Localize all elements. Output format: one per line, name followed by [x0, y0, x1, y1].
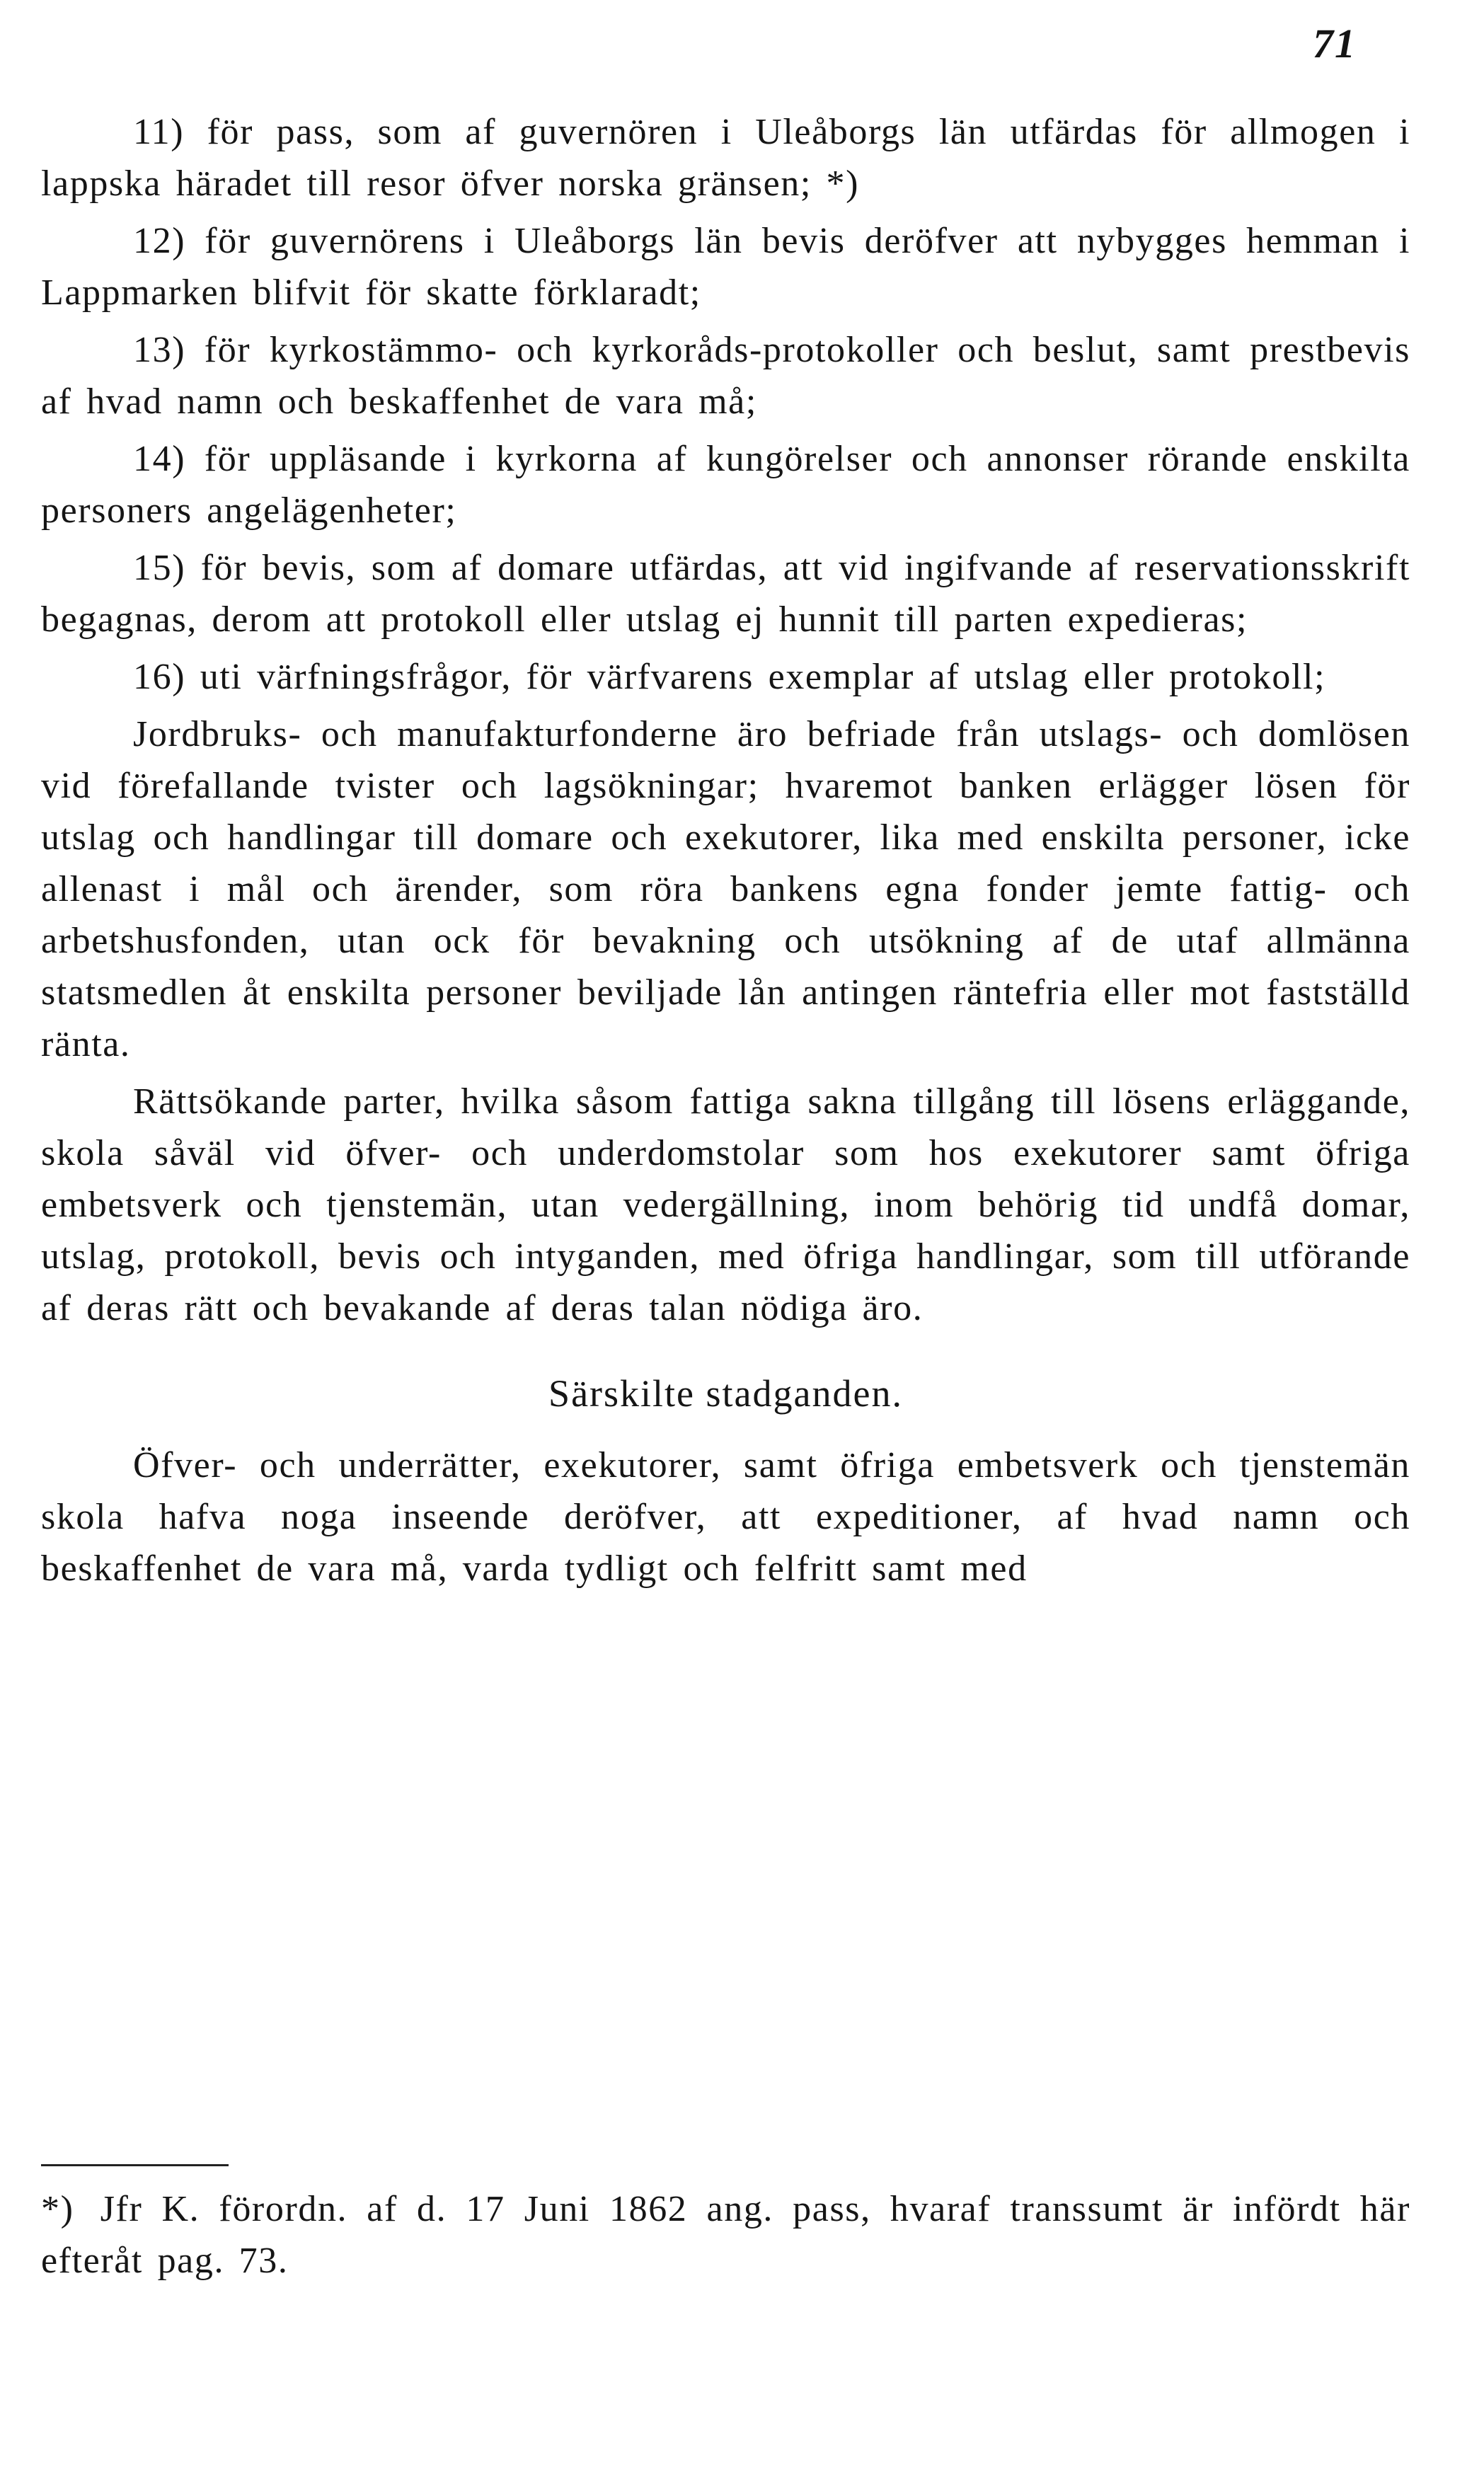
section-heading: Särskilte stadganden. — [548, 1372, 903, 1415]
footnote-text: Jfr K. förordn. af d. 17 Juni 1862 ang. pass, hvaraf transsumt är infördt här efteråt pag. 73. — [41, 2189, 1410, 2281]
list-item-14: 14) för uppläsande i kyrkorna af kungörelser och annonser rörande enskilta personers angelägenheter; — [41, 439, 1410, 531]
footnote-marker: *) — [41, 2189, 74, 2229]
funds-exemption-paragraph: Jordbruks- och manufakturfonderne äro befriade från utslags- och domlösen vid förefallande tvister och lagsökningar; hvaremot banken erlägger lösen för utslag och handlingar till domare och exekutorer, lika med enskilta personer, icke allenast i mål och ärender, som röra bankens egna fonder jemte fattig- och arbetshusfonden, utan ock för bevakning och utsökning af de utaf allmänna statsmedlen åt enskilta personer beviljade lån antingen räntefria eller mot fastställd ränta. — [41, 714, 1410, 1064]
footnote — [41, 2183, 1410, 2287]
page-number: 71 — [1313, 21, 1357, 67]
list-item-11: 11) för pass, som af guvernören i Uleåborgs län utfärdas för allmogen i lappska häradet till resor öfver norska gränsen; *) — [41, 112, 1410, 204]
poor-parties-paragraph: Rättsökande parter, hvilka såsom fattiga sakna tillgång till lösens erläggande, skola såväl vid öfver- och underdomstolar som hos exekutorer samt öfriga embetsverk och tjenstemän, utan vedergällning, inom behörig tid undfå domar, utslag, protokoll, bevis och intyganden, med öfriga handlingar, som till utförande af deras rätt och bevakande af deras talan nödiga äro. — [41, 1081, 1410, 1328]
list-item-16: 16) uti värfningsfrågor, för värfvarens exemplar af utslag eller protokoll; — [133, 657, 1326, 697]
list-item-12: 12) för guvernörens i Uleåborgs län bevis deröfver att nybygges hemman i Lappmarken blifvit för skatte förklaradt; — [41, 221, 1410, 313]
main-text — [41, 106, 1410, 1600]
footnote-divider — [41, 2164, 229, 2166]
section-paragraph: Öfver- och underrätter, exekutorer, samt öfriga embetsverk och tjenstemän skola hafva noga inseende deröfver, att expeditioner, af hvad namn och beskaffenhet de vara må, varda tydligt och felfritt samt med — [41, 1445, 1410, 1589]
list-item-13: 13) för kyrkostämmo- och kyrkoråds-protokoller och beslut, samt prestbevis af hvad namn och beskaffenhet de vara må; — [41, 330, 1410, 422]
list-item-15: 15) för bevis, som af domare utfärdas, att vid ingifvande af reservationsskrift begagnas, derom att protokoll eller utslag ej hunnit till parten expedieras; — [41, 548, 1410, 640]
